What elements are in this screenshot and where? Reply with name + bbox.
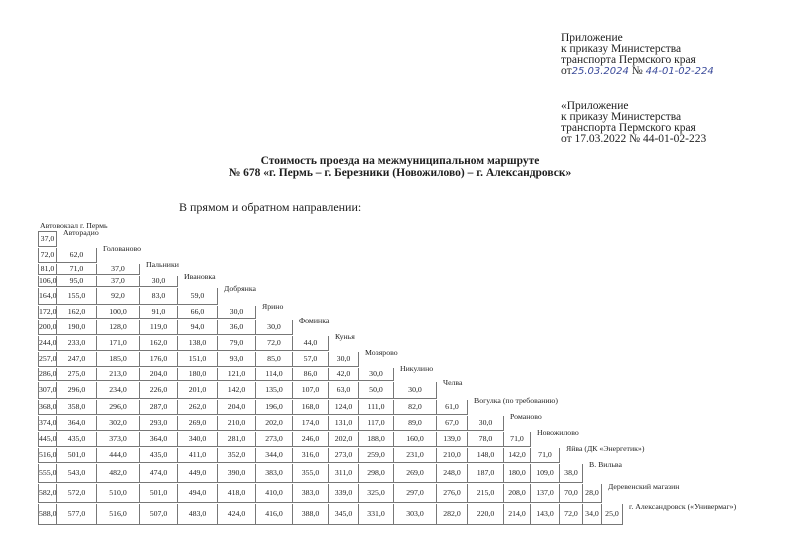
fare-row bbox=[38, 432, 531, 447]
fare-row bbox=[38, 464, 583, 483]
fare-cell: 63,0 bbox=[329, 382, 359, 398]
stop-label: Пальники bbox=[146, 260, 179, 269]
fare-cell: 204,0 bbox=[140, 368, 178, 380]
fare-cell: 38,0 bbox=[560, 464, 583, 482]
number-sign: № bbox=[631, 65, 643, 77]
appendix-order-line: к приказу Министерства bbox=[561, 43, 682, 55]
fare-cell: 71,0 bbox=[531, 448, 560, 462]
fare-cell: 121,0 bbox=[218, 368, 256, 380]
fare-row bbox=[38, 288, 218, 305]
stop-label: В. Вильва bbox=[589, 460, 622, 469]
fare-cell: 233,0 bbox=[57, 336, 97, 350]
stop-label: Ивановка bbox=[184, 272, 216, 281]
fare-cell: 176,0 bbox=[140, 352, 178, 366]
fare-cell: 72,0 bbox=[560, 504, 583, 524]
fare-cell: 107,0 bbox=[293, 382, 329, 398]
appendix-date-line bbox=[561, 66, 714, 77]
fare-cell: 119,0 bbox=[140, 320, 178, 334]
fare-cell: 501,0 bbox=[140, 484, 178, 502]
fare-cell: 296,0 bbox=[97, 400, 140, 414]
fare-cell: 62,0 bbox=[57, 248, 97, 262]
fare-cell: 160,0 bbox=[394, 432, 437, 446]
fare-cell: 30,0 bbox=[359, 368, 394, 380]
fare-row bbox=[38, 264, 140, 275]
fare-cell: 117,0 bbox=[359, 416, 394, 430]
title-line-2: № 678 «г. Пермь – г. Березники (Новожилово) – г. Александровск» bbox=[228, 167, 572, 179]
fare-row bbox=[38, 336, 329, 351]
fare-cell: 190,0 bbox=[57, 320, 97, 334]
fare-cell: 273,0 bbox=[256, 432, 293, 446]
fare-cell: 269,0 bbox=[394, 464, 437, 482]
fare-cell: 248,0 bbox=[437, 464, 468, 482]
fare-cell: 30,0 bbox=[468, 416, 504, 430]
fare-cell: 82,0 bbox=[394, 400, 437, 414]
fare-cell: 483,0 bbox=[178, 504, 218, 524]
fare-cell: 155,0 bbox=[57, 288, 97, 304]
stop-label: Челва bbox=[443, 378, 463, 387]
fare-cell: 171,0 bbox=[97, 336, 140, 350]
fare-cell: 128,0 bbox=[97, 320, 140, 334]
fare-cell: 72,0 bbox=[38, 248, 57, 262]
fare-cell: 231,0 bbox=[394, 448, 437, 462]
fare-cell: 208,0 bbox=[504, 484, 531, 502]
fare-cell: 246,0 bbox=[293, 432, 329, 446]
fare-cell: 111,0 bbox=[359, 400, 394, 414]
fare-cell: 303,0 bbox=[394, 504, 437, 524]
fare-cell: 89,0 bbox=[394, 416, 437, 430]
fare-cell: 435,0 bbox=[140, 448, 178, 462]
fare-cell: 162,0 bbox=[57, 306, 97, 318]
old-appendix-order-line: к приказу Министерства bbox=[561, 111, 682, 123]
fare-cell: 106,0 bbox=[39, 276, 57, 285]
fare-cell: 510,0 bbox=[97, 484, 140, 502]
fare-cell: 100,0 bbox=[97, 306, 140, 318]
fare-cell: 180,0 bbox=[178, 368, 218, 380]
fare-cell: 383,0 bbox=[293, 484, 329, 502]
stop-label: Вогулка (по требованию) bbox=[474, 396, 558, 405]
fare-cell: 344,0 bbox=[256, 448, 293, 462]
fare-cell: 42,0 bbox=[329, 368, 359, 380]
stop-label: Голованово bbox=[103, 244, 142, 253]
fare-cell: 72,0 bbox=[256, 336, 293, 350]
fare-cell: 85,0 bbox=[256, 352, 293, 366]
fare-row bbox=[38, 504, 623, 525]
fare-cell: 582,0 bbox=[38, 484, 57, 502]
fare-cell: 30,0 bbox=[394, 382, 437, 398]
fare-cell: 59,0 bbox=[178, 288, 218, 304]
fare-cell: 71,0 bbox=[504, 432, 531, 446]
handwritten-date: 25.03.2024 bbox=[571, 66, 629, 77]
fare-cell: 185,0 bbox=[97, 352, 140, 366]
fare-cell: 588,0 bbox=[38, 504, 57, 524]
fare-cell: 36,0 bbox=[218, 320, 256, 334]
appendix-header-old bbox=[561, 101, 706, 145]
stop-label: Кунья bbox=[335, 332, 355, 341]
fare-cell: 142,0 bbox=[218, 382, 256, 398]
fare-cell: 302,0 bbox=[97, 416, 140, 430]
fare-row bbox=[38, 382, 437, 399]
fare-cell: 358,0 bbox=[57, 400, 97, 414]
fare-cell: 61,0 bbox=[437, 400, 468, 414]
fare-cell: 418,0 bbox=[218, 484, 256, 502]
fare-cell: 137,0 bbox=[531, 484, 560, 502]
fare-cell: 339,0 bbox=[329, 484, 359, 502]
fare-cell: 164,0 bbox=[38, 288, 57, 304]
fare-cell: 364,0 bbox=[57, 416, 97, 430]
old-appendix-label: «Приложение bbox=[561, 100, 629, 112]
fare-cell: 86,0 bbox=[293, 368, 329, 380]
fare-cell: 30,0 bbox=[140, 276, 178, 286]
fare-cell: 143,0 bbox=[531, 504, 560, 524]
fare-cell: 131,0 bbox=[329, 416, 359, 430]
fare-cell: 383,0 bbox=[256, 464, 293, 482]
appendix-label: Приложение bbox=[561, 32, 623, 44]
fare-cell: 364,0 bbox=[140, 432, 178, 446]
fare-cell: 174,0 bbox=[293, 416, 329, 430]
fare-cell: 172,0 bbox=[39, 307, 57, 316]
stop-label: Яйва (ДК «Энергетик») bbox=[566, 444, 645, 453]
fare-cell: 507,0 bbox=[140, 504, 178, 524]
fare-cell: 30,0 bbox=[256, 320, 293, 334]
fare-row bbox=[38, 320, 293, 335]
fare-cell: 79,0 bbox=[218, 336, 256, 350]
fare-cell: 44,0 bbox=[293, 336, 329, 350]
fare-cell: 92,0 bbox=[97, 288, 140, 304]
fare-cell: 180,0 bbox=[504, 464, 531, 482]
fare-cell: 28,0 bbox=[583, 484, 602, 502]
fare-cell: 202,0 bbox=[329, 432, 359, 446]
stop-label: Никулино bbox=[400, 364, 434, 373]
fare-cell: 162,0 bbox=[140, 336, 178, 350]
stop-label: Ярино bbox=[262, 302, 284, 311]
fare-cell: 474,0 bbox=[140, 464, 178, 482]
fare-cell: 482,0 bbox=[97, 464, 140, 482]
fare-cell: 273,0 bbox=[329, 448, 359, 462]
fare-cell: 297,0 bbox=[394, 484, 437, 502]
fare-cell: 139,0 bbox=[437, 432, 468, 446]
fare-cell: 262,0 bbox=[178, 400, 218, 414]
fare-cell: 142,0 bbox=[504, 448, 531, 462]
fare-row bbox=[38, 352, 359, 367]
fare-cell: 555,0 bbox=[38, 464, 57, 482]
fare-cell: 94,0 bbox=[178, 320, 218, 334]
fare-cell: 124,0 bbox=[329, 400, 359, 414]
fare-cell: 138,0 bbox=[178, 336, 218, 350]
fare-cell: 373,0 bbox=[97, 432, 140, 446]
appendix-header-new bbox=[561, 33, 714, 77]
stop-label: Добрянка bbox=[224, 284, 256, 293]
fare-cell: 390,0 bbox=[218, 464, 256, 482]
fare-cell: 572,0 bbox=[57, 484, 97, 502]
title-line-1: Стоимость проезда на межмуниципальном маршруте bbox=[260, 155, 540, 167]
fare-cell: 168,0 bbox=[293, 400, 329, 414]
first-stop-label: Автовокзал г. Пермь bbox=[40, 221, 108, 230]
fare-cell: 187,0 bbox=[468, 464, 504, 482]
fare-cell: 276,0 bbox=[437, 484, 468, 502]
fare-cell: 275,0 bbox=[57, 368, 97, 380]
fare-cell: 71,0 bbox=[57, 264, 97, 274]
fare-row bbox=[38, 306, 256, 319]
fare-cell: 281,0 bbox=[218, 432, 256, 446]
stop-label: Деревенский магазин bbox=[608, 482, 680, 491]
fare-cell: 411,0 bbox=[178, 448, 218, 462]
stop-label: г. Александровск («Универмаг») bbox=[629, 502, 737, 511]
fare-cell: 81,0 bbox=[38, 264, 57, 274]
fare-cell: 214,0 bbox=[504, 504, 531, 524]
fare-cell: 95,0 bbox=[57, 276, 97, 286]
fare-cell: 543,0 bbox=[57, 464, 97, 482]
stop-label: Новожилово bbox=[537, 428, 579, 437]
fare-cell: 259,0 bbox=[359, 448, 394, 462]
stop-label: Авторадио bbox=[63, 228, 99, 237]
fare-cell: 135,0 bbox=[256, 382, 293, 398]
fare-cell: 340,0 bbox=[178, 432, 218, 446]
date-prefix: от bbox=[561, 65, 572, 77]
fare-cell: 368,0 bbox=[38, 400, 57, 414]
fare-cell: 316,0 bbox=[293, 448, 329, 462]
fare-cell: 257,0 bbox=[38, 352, 57, 366]
fare-cell: 311,0 bbox=[329, 464, 359, 482]
fare-cell: 516,0 bbox=[97, 504, 140, 524]
fare-cell: 325,0 bbox=[359, 484, 394, 502]
stop-label: Романово bbox=[510, 412, 542, 421]
fare-cell: 345,0 bbox=[329, 504, 359, 524]
fare-cell: 445,0 bbox=[38, 432, 57, 446]
old-appendix-ministry-line: транспорта Пермского края bbox=[561, 122, 696, 134]
fare-cell: 83,0 bbox=[140, 288, 178, 304]
fare-cell: 424,0 bbox=[218, 504, 256, 524]
fare-cell: 201,0 bbox=[178, 382, 218, 398]
fare-cell: 109,0 bbox=[531, 464, 560, 482]
fare-cell: 210,0 bbox=[218, 416, 256, 430]
fare-cell: 501,0 bbox=[57, 448, 97, 462]
fare-cell: 78,0 bbox=[468, 432, 504, 446]
stop-label: Мозярово bbox=[365, 348, 398, 357]
fare-row bbox=[38, 416, 504, 431]
fare-cell: 204,0 bbox=[218, 400, 256, 414]
fare-row bbox=[38, 232, 57, 247]
fare-cell: 444,0 bbox=[97, 448, 140, 462]
fare-cell: 388,0 bbox=[293, 504, 329, 524]
fare-cell: 188,0 bbox=[359, 432, 394, 446]
fare-cell: 286,0 bbox=[39, 369, 57, 378]
fare-cell: 352,0 bbox=[218, 448, 256, 462]
fare-row bbox=[38, 248, 97, 263]
fare-cell: 247,0 bbox=[57, 352, 97, 366]
fare-cell: 67,0 bbox=[437, 416, 468, 430]
fare-cell: 57,0 bbox=[293, 352, 329, 366]
fare-cell: 50,0 bbox=[359, 382, 394, 398]
fare-cell: 215,0 bbox=[468, 484, 504, 502]
fare-cell: 410,0 bbox=[256, 484, 293, 502]
fare-cell: 282,0 bbox=[437, 504, 468, 524]
fare-cell: 298,0 bbox=[359, 464, 394, 482]
fare-cell: 196,0 bbox=[256, 400, 293, 414]
handwritten-order-number: 44-01-02-224 bbox=[645, 66, 714, 77]
fare-cell: 70,0 bbox=[560, 484, 583, 502]
fare-cell: 37,0 bbox=[97, 276, 140, 286]
fare-cell: 37,0 bbox=[38, 232, 57, 246]
fare-cell: 200,0 bbox=[38, 320, 57, 334]
fare-cell: 37,0 bbox=[97, 264, 140, 274]
fare-cell: 213,0 bbox=[97, 368, 140, 380]
fare-cell: 114,0 bbox=[256, 368, 293, 380]
fare-cell: 91,0 bbox=[140, 306, 178, 318]
fare-cell: 577,0 bbox=[57, 504, 97, 524]
fare-cell: 516,0 bbox=[38, 448, 57, 462]
fare-row bbox=[38, 484, 602, 503]
appendix-ministry-line: транспорта Пермского края bbox=[561, 54, 696, 66]
fare-cell: 202,0 bbox=[256, 416, 293, 430]
fare-row bbox=[38, 276, 178, 287]
fare-cell: 234,0 bbox=[97, 382, 140, 398]
fare-cell: 34,0 bbox=[583, 504, 602, 524]
fare-cell: 244,0 bbox=[38, 336, 57, 350]
direction-note: В прямом и обратном направлении: bbox=[179, 200, 362, 214]
fare-row bbox=[38, 448, 560, 463]
fare-cell: 293,0 bbox=[140, 416, 178, 430]
fare-cell: 148,0 bbox=[468, 448, 504, 462]
fare-cell: 416,0 bbox=[256, 504, 293, 524]
fare-cell: 355,0 bbox=[293, 464, 329, 482]
fare-cell: 226,0 bbox=[140, 382, 178, 398]
fare-cell: 25,0 bbox=[602, 504, 623, 524]
fare-row bbox=[38, 368, 394, 381]
fare-cell: 30,0 bbox=[329, 352, 359, 366]
fare-cell: 374,0 bbox=[38, 416, 57, 430]
fare-cell: 66,0 bbox=[178, 306, 218, 318]
fare-cell: 307,0 bbox=[38, 382, 57, 398]
fare-cell: 269,0 bbox=[178, 416, 218, 430]
fare-cell: 435,0 bbox=[57, 432, 97, 446]
fare-cell: 494,0 bbox=[178, 484, 218, 502]
fare-cell: 331,0 bbox=[359, 504, 394, 524]
fare-row bbox=[38, 400, 468, 415]
fare-cell: 30,0 bbox=[218, 306, 256, 318]
document-title bbox=[0, 155, 800, 179]
fare-cell: 93,0 bbox=[218, 352, 256, 366]
old-appendix-date-line: от 17.03.2022 № 44-01-02-223 bbox=[561, 133, 707, 145]
fare-cell: 220,0 bbox=[468, 504, 504, 524]
fare-cell: 287,0 bbox=[140, 400, 178, 414]
stop-label: Фоминка bbox=[299, 316, 330, 325]
fare-cell: 296,0 bbox=[57, 382, 97, 398]
fare-cell: 449,0 bbox=[178, 464, 218, 482]
fare-cell: 151,0 bbox=[178, 352, 218, 366]
fare-cell: 210,0 bbox=[437, 448, 468, 462]
